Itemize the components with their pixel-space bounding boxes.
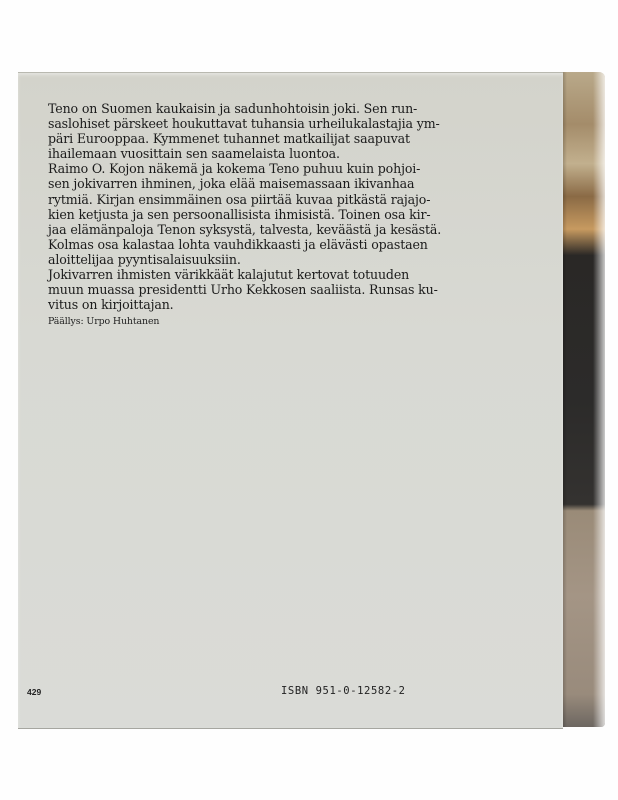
blurb-line: Raimo O. Kojon näkemä ja kokema Teno puhuu kuin pohjoi- [48, 161, 421, 177]
blurb-line: Kolmas osa kalastaa lohta vauhdikkaasti ja elävästi opastaen [48, 236, 428, 252]
spine-shadow [563, 72, 567, 727]
back-cover [18, 72, 563, 729]
blurb-line: Jokivarren ihmisten värikkäät kalajutut kertovat totuuden [48, 267, 410, 283]
isbn: ISBN 951-0-12582-2 [281, 685, 406, 697]
book-spine [563, 72, 605, 727]
blurb-line: muun muassa presidentti Urho Kekkosen saaliista. Runsas ku- [48, 282, 438, 298]
blurb-line: sen jokivarren ihminen, joka elää maisemassaan ikivanhaa [48, 176, 415, 192]
blurb-line: aloittelijaa pyyntisalaisuuksiin. [48, 251, 241, 267]
blurb-line: päri Eurooppaa. Kymmenet tuhannet matkailijat saapuvat [48, 131, 410, 147]
blurb-line: saslohiset pärskeet houkuttavat tuhansia urheilukalastajia ym- [48, 116, 440, 132]
blurb-line: jaa elämänpaloja Tenon syksystä, talvesta, keväästä ja kesästä. [48, 221, 442, 237]
blurb-line: vitus on kirjoittajan. [48, 297, 174, 313]
catalog-number: 429 [27, 687, 42, 697]
blurb-line: Teno on Suomen kaukaisin ja sadunhohtoisin joki. Sen run- [48, 101, 418, 116]
blurb-line: rytmiä. Kirjan ensimmäinen osa piirtää kuvaa pitkästä rajajo- [48, 191, 431, 207]
book [18, 72, 606, 728]
cover-credit: Päällys: Urpo Huhtanen [48, 316, 160, 327]
blurb-line: ihailemaan vuosittain sen saamelaista luontoa. [48, 146, 340, 162]
blurb-text [48, 101, 568, 312]
blurb-line: kien ketjusta ja sen persoonallisista ihmisistä. Toinen osa kir- [48, 206, 431, 222]
